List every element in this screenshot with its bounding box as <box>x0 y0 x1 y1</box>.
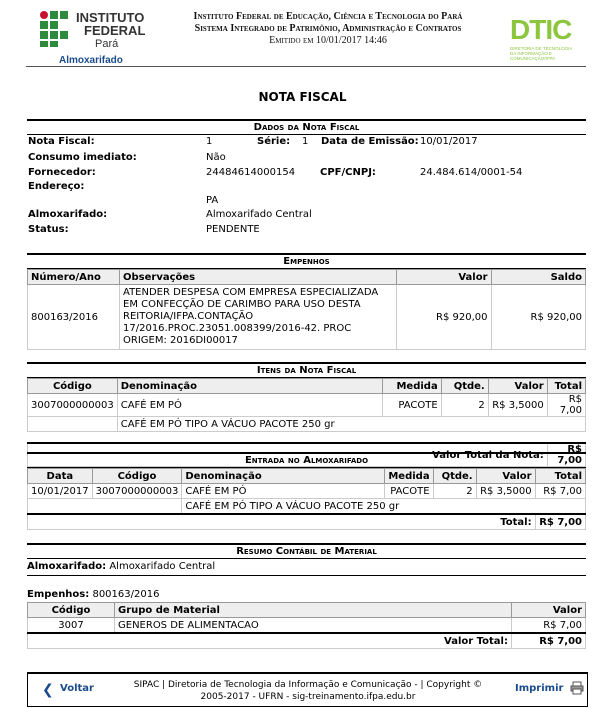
resumo-valor: R$ 7,00 <box>512 618 586 634</box>
dtic-logo <box>510 15 576 59</box>
col-codigo: Código <box>92 469 182 484</box>
item-medida: PACOTE <box>382 394 441 417</box>
empenho-numero: 800163/2016 <box>28 285 120 350</box>
logo-text-para: Pará <box>95 38 119 50</box>
nota-label: Nota Fiscal: <box>28 136 95 147</box>
col-codigo: Código <box>28 379 118 394</box>
entrada-codigo: 3007000000003 <box>92 484 182 499</box>
resumo-almox-value: Almoxarifado Central <box>109 561 216 572</box>
institution-name: Instituto Federal de Educação, Ciência e Tecnologia do Pará <box>193 11 463 22</box>
resumo-empenhos-label: Empenhos: <box>27 589 90 600</box>
imprimir-button[interactable]: Imprimir <box>515 683 564 694</box>
footer-line2: 2005-2017 - UFRN - sig-treinamento.ifpa.edu.br <box>200 692 416 702</box>
issued-date: Emitido em 10/01/2017 14:46 <box>269 35 387 46</box>
obs-line: ATENDER DESPESA COM EMPRESA ESPECIALIZADA <box>123 287 379 298</box>
header-text <box>173 11 483 47</box>
resumo-grupo: GENEROS DE ALIMENTACAO <box>115 618 512 634</box>
itens-total-value: R$ 7,00 <box>547 443 585 467</box>
item-total: R$ 7,00 <box>547 394 585 417</box>
header-divider <box>26 66 586 67</box>
col-observacoes: Observações <box>120 270 397 285</box>
col-qtde: Qtde. <box>433 469 476 484</box>
status-label: Status: <box>28 224 69 235</box>
empty-cell <box>28 499 182 515</box>
col-medida: Medida <box>385 469 433 484</box>
col-qtde: Qtde. <box>441 379 488 394</box>
emissao-value: 10/01/2017 <box>420 136 478 147</box>
col-codigo: Código <box>28 603 115 618</box>
empenhos-section <box>27 253 586 350</box>
entrada-section-title: Entrada no Almoxarifado <box>27 452 586 468</box>
col-saldo: Saldo <box>491 270 586 285</box>
resumo-section <box>27 543 586 649</box>
nota-value: 1 <box>206 136 213 147</box>
printer-icon[interactable] <box>570 681 584 695</box>
resumo-empenhos-row <box>27 588 586 602</box>
empenhos-table <box>27 269 586 350</box>
item-valor: R$ 3,5000 <box>488 394 547 417</box>
itens-total-label: Valor Total da Nota: <box>28 443 548 467</box>
status-value: PENDENTE <box>206 224 260 235</box>
almox-value: Almoxarifado Central <box>206 209 312 220</box>
resumo-almox-label: Almoxarifado: <box>27 561 107 572</box>
col-numero: Número/Ano <box>28 270 120 285</box>
table-header-row <box>28 603 586 618</box>
table-header-row <box>28 379 586 394</box>
cpf-value: 24.484.614/0001-54 <box>420 167 523 178</box>
footer-bar <box>27 672 588 707</box>
col-medida: Medida <box>382 379 441 394</box>
voltar-button[interactable] <box>42 682 94 698</box>
page-title: NOTA FISCAL <box>258 90 347 104</box>
entrada-total: R$ 7,00 <box>535 484 585 499</box>
table-row <box>28 394 586 417</box>
entrada-descricao: CAFÉ EM PÓ TIPO A VÁCUO PACOTE 250 gr <box>182 499 586 515</box>
itens-section-title: Itens da Nota Fiscal <box>27 362 586 378</box>
col-total: Total <box>547 379 585 394</box>
dados-nota-section <box>27 119 586 239</box>
footer-line1: SIPAC | Diretoria de Tecnologia da Informação e Comunicação - | Copyright © <box>133 680 483 690</box>
col-grupo: Grupo de Material <box>115 603 512 618</box>
col-denominacao: Denominação <box>182 469 385 484</box>
empenho-observacoes <box>120 285 397 350</box>
col-valor: Valor <box>512 603 586 618</box>
col-denominacao: Denominação <box>117 379 382 394</box>
system-name: Sistema Integrado de Patrimônio, Administração e Contratos <box>194 23 462 34</box>
serie-label: Série: <box>257 136 291 147</box>
empenho-valor: R$ 920,00 <box>397 285 492 350</box>
fornecedor-label: Fornecedor: <box>28 167 96 178</box>
entrada-qtde: 2 <box>433 484 476 499</box>
dados-section-title: Dados da Nota Fiscal <box>27 119 586 135</box>
table-row-desc <box>28 417 586 432</box>
entrada-total-value: R$ 7,00 <box>535 514 585 530</box>
resumo-total-row <box>28 633 586 649</box>
table-header-row <box>28 270 586 285</box>
table-row <box>28 618 586 634</box>
logo-text-instituto: INSTITUTO <box>76 10 145 25</box>
col-data: Data <box>28 469 93 484</box>
entrada-denominacao: CAFÉ EM PÓ <box>182 484 385 499</box>
resumo-codigo: 3007 <box>28 618 115 634</box>
item-descricao: CAFÉ EM PÓ TIPO A VÁCUO PACOTE 250 gr <box>117 417 585 432</box>
consumo-label: Consumo imediato: <box>28 152 137 163</box>
logo-text-federal: FEDERAL <box>84 23 146 38</box>
emissao-label: Data de Emissão: <box>321 136 419 147</box>
resumo-total-label: Valor Total: <box>28 633 512 649</box>
empenho-saldo: R$ 920,00 <box>491 285 586 350</box>
obs-line: 17/2016.PROC.23051.008399/2016-42. PROC <box>123 323 352 334</box>
table-row-desc <box>28 499 586 515</box>
almoxarifado-link[interactable]: Almoxarifado <box>59 55 123 66</box>
table-row <box>28 285 586 350</box>
table-row <box>28 484 586 499</box>
col-valor: Valor <box>488 379 547 394</box>
table-row-spacer <box>28 432 586 444</box>
footer-copyright <box>118 679 498 703</box>
spacer-cell <box>28 432 586 444</box>
table-header-row <box>28 469 586 484</box>
item-qtde: 2 <box>441 394 488 417</box>
dtic-logo-text: DTIC <box>510 14 572 45</box>
report-header <box>26 3 586 66</box>
endereco-value: PA <box>206 195 219 206</box>
resumo-total-value: R$ 7,00 <box>512 633 586 649</box>
resumo-empenhos-value: 800163/2016 <box>92 589 160 600</box>
col-total: Total <box>535 469 585 484</box>
entrada-medida: PACOTE <box>385 484 433 499</box>
item-denominacao: CAFÉ EM PÓ <box>117 394 382 417</box>
entrada-data: 10/01/2017 <box>28 484 93 499</box>
col-valor: Valor <box>476 469 535 484</box>
empenhos-section-title: Empenhos <box>27 253 586 269</box>
if-logo-icon <box>40 11 70 47</box>
entrada-table <box>27 468 586 530</box>
almox-label: Almoxarifado: <box>28 209 108 220</box>
entrada-total-row <box>28 514 586 530</box>
chevron-left-icon: ❮ <box>42 682 54 698</box>
item-codigo: 3007000000003 <box>28 394 118 417</box>
if-para-logo <box>40 9 146 61</box>
empty-cell <box>28 417 118 432</box>
entrada-valor: R$ 3,5000 <box>476 484 535 499</box>
resumo-almox-row <box>27 559 586 576</box>
consumo-value: Não <box>206 152 226 163</box>
serie-value: 1 <box>302 136 309 147</box>
entrada-total-label: Total: <box>28 514 536 530</box>
resumo-table <box>27 602 586 649</box>
cpf-label: CPF/CNPJ: <box>320 167 376 178</box>
obs-line: REITORIA/IFPA.CONTAÇÃO <box>123 311 254 322</box>
entrada-section <box>27 452 586 530</box>
resumo-section-title: Resumo Contábil de Material <box>27 543 586 559</box>
obs-line: ORIGEM: 2016DI00017 <box>123 335 238 346</box>
col-valor: Valor <box>397 270 492 285</box>
voltar-label: Voltar <box>60 683 94 694</box>
obs-line: EM CONFECÇÃO DE CARIMBO PARA USO DESTA <box>123 299 361 310</box>
fornecedor-value: 24484614000154 <box>206 167 296 178</box>
endereco-label: Endereço: <box>28 181 85 192</box>
dtic-logo-subtitle: DIRETORIA DE TECNOLOGIA DA INFORMAÇÃO E COMUNICAÇÃO/IFPA <box>510 46 573 61</box>
